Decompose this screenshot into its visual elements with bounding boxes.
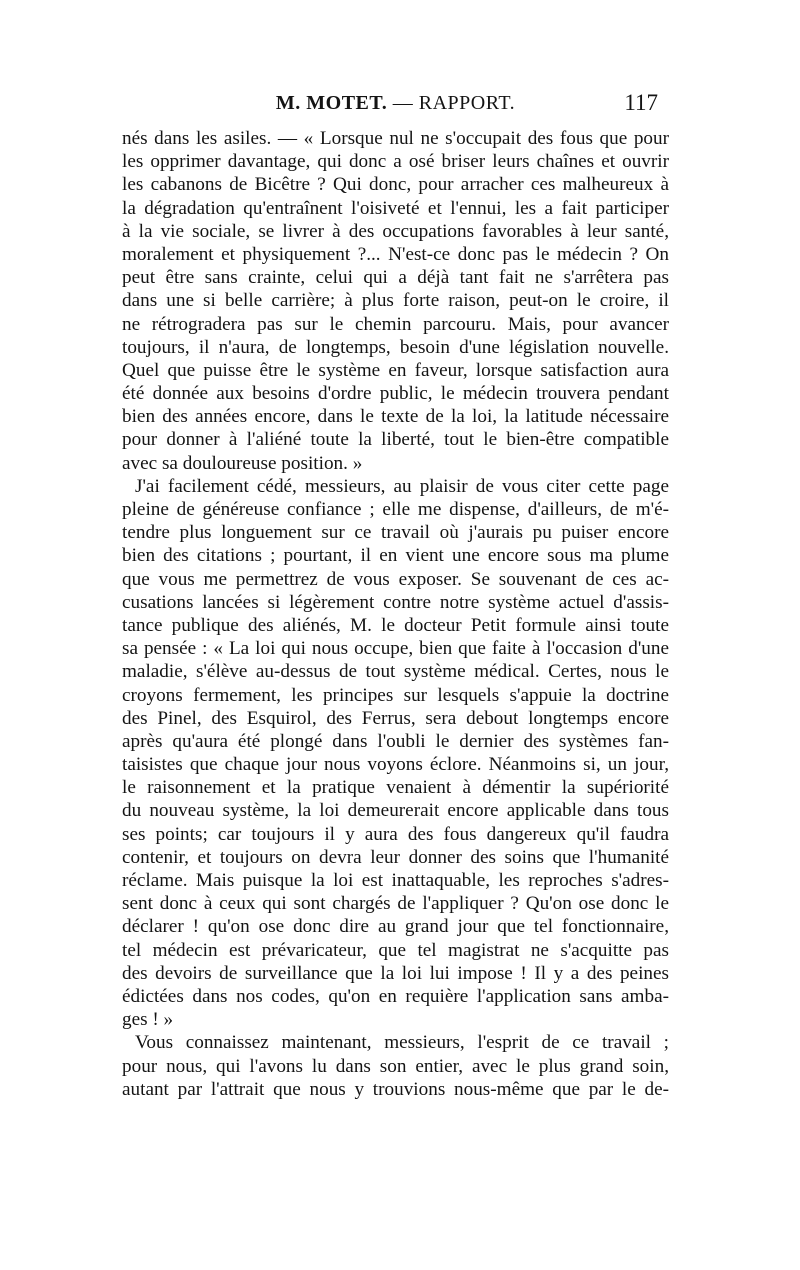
text-line: les opprimer davantage, qui donc a osé briser leurs chaînes et ouvrir bbox=[122, 151, 669, 173]
text-line: moralement et physiquement ?... N'est-ce donc pas le médecin ? On bbox=[122, 243, 669, 265]
text-line: dans une si belle carrière; à plus forte raison, peut-on le croire, il bbox=[122, 290, 669, 312]
text-line: tendre plus longuement sur ce travail où j'aurais pu puiser encore bbox=[122, 522, 669, 544]
running-title bbox=[133, 92, 658, 115]
text-line: pleine de généreuse confiance ; elle me dispense, d'ailleurs, de m'é- bbox=[122, 499, 669, 520]
text-line: bien des années encore, dans le texte de la loi, la latitude nécessaire bbox=[122, 406, 669, 428]
text-line: les cabanons de Bicêtre ? Qui donc, pour arracher ces malheureux à bbox=[122, 174, 669, 196]
text-line: déclarer ! qu'on ose donc dire au grand jour que tel fonctionnaire, bbox=[122, 916, 669, 938]
text-line: avec sa douloureuse position. » bbox=[122, 452, 363, 474]
text-line: édictées dans nos codes, qu'on en requière l'application sans amba- bbox=[122, 985, 669, 1007]
text-line: été donnée aux besoins d'ordre public, le médecin trouvera pendant bbox=[122, 383, 669, 405]
text-line: réclame. Mais puisque la loi est inattaquable, les reproches s'adres- bbox=[122, 870, 669, 891]
text-line: Vous connaissez maintenant, messieurs, l'esprit de ce travail ; bbox=[135, 1032, 669, 1054]
text-line: maladie, s'élève au-dessus de tout système médical. Certes, nous le bbox=[122, 661, 669, 683]
text-line: sa pensée : « La loi qui nous occupe, bien que faite à l'occasion d'une bbox=[122, 638, 669, 660]
text-line: bien des citations ; pourtant, il en vient une encore sous ma plume bbox=[122, 545, 669, 567]
text-line: des Pinel, des Esquirol, des Ferrus, sera debout longtemps encore bbox=[122, 707, 669, 729]
text-line: des devoirs de surveillance que la loi lui impose ! Il y a des peines bbox=[122, 962, 669, 984]
text-line: J'ai facilement cédé, messieurs, au plaisir de vous citer cette page bbox=[135, 475, 669, 497]
text-line: du nouveau système, la loi demeurerait encore applicable dans tous bbox=[122, 800, 669, 822]
text-line: le raisonnement et la pratique venaient à démentir la supériorité bbox=[122, 777, 669, 799]
header-author: M. MOTET. bbox=[275, 92, 388, 114]
header-separator: — bbox=[392, 92, 414, 114]
text-line: cusations lancées si légèrement contre notre système actuel d'assis- bbox=[122, 591, 669, 613]
text-line: croyons fermement, les principes sur lesquels s'appuie la doctrine bbox=[122, 684, 669, 706]
text-line: après qu'aura été plongé dans l'oubli le dernier des systèmes fan- bbox=[122, 730, 669, 752]
header-section: RAPPORT. bbox=[418, 92, 516, 114]
text-line: toujours, il n'aura, de longtemps, besoin d'une législation nouvelle. bbox=[122, 336, 669, 358]
text-line: autant par l'attrait que nous y trouvions nous-même que par le de- bbox=[122, 1078, 669, 1100]
text-line: ges ! » bbox=[122, 1009, 174, 1031]
text-line: à la vie sociale, se livrer à des occupations favorables à leur santé, bbox=[122, 220, 669, 242]
text-line: nés dans les asiles. — « Lorsque nul ne s'occupait des fous que pour bbox=[122, 128, 669, 149]
running-head bbox=[133, 92, 658, 122]
text-line: que vous me permettrez de vous exposer. Se souvenant de ces ac- bbox=[122, 568, 669, 590]
body-text bbox=[122, 127, 669, 1101]
text-line: taisistes que chaque jour nous voyons éclore. Néanmoins si, un jour, bbox=[122, 754, 669, 776]
page-number: 117 bbox=[624, 90, 658, 115]
text-line: ne rétrogradera pas sur le chemin parcouru. Mais, pour avancer bbox=[122, 313, 669, 335]
text-line: pour nous, qui l'avons lu dans son entier, avec le plus grand soin, bbox=[122, 1055, 669, 1077]
text-line: tel médecin est prévaricateur, que tel magistrat ne s'acquitte pas bbox=[122, 939, 669, 961]
text-line: pour donner à l'aliéné toute la liberté, tout le bien-être compatible bbox=[122, 429, 669, 451]
text-line: contenir, et toujours on devra leur donner des soins que l'humanité bbox=[122, 846, 669, 868]
text-line: peut être sans crainte, celui qui a déjà tant fait ne s'arrêtera pas bbox=[122, 267, 669, 289]
text-line: tance publique des aliénés, M. le docteur Petit formule ainsi toute bbox=[122, 614, 669, 636]
text-line: Quel que puisse être le système en faveur, lorsque satisfaction aura bbox=[122, 359, 669, 381]
text-line: la dégradation qu'entraînent l'oisiveté et l'ennui, les a fait participer bbox=[122, 197, 669, 219]
text-line: sent donc à ceux qui sont chargés de l'appliquer ? Qu'on ose donc le bbox=[122, 893, 669, 915]
text-line: ses points; car toujours il y aura des fous dangereux qu'il faudra bbox=[122, 823, 669, 845]
